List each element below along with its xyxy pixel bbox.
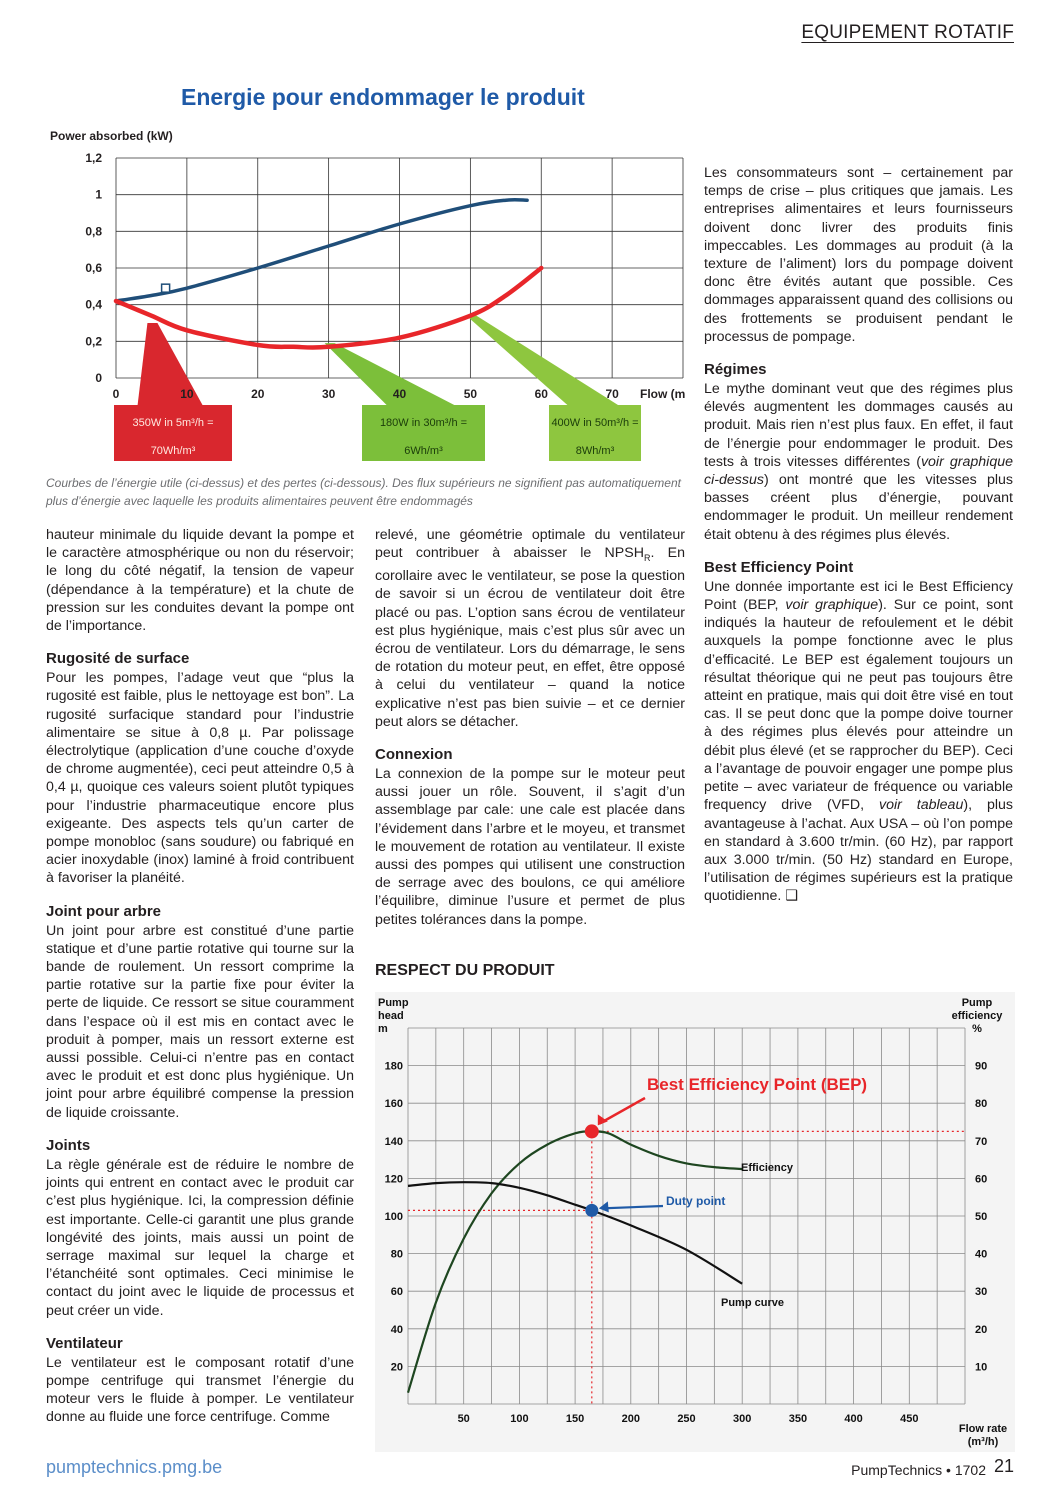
page-number: 21 [993,1456,1014,1476]
x-tick: 200 [621,1413,640,1425]
duty-point [585,1204,598,1217]
pump-curve-chart [375,992,1015,1452]
bep-point [585,1124,599,1138]
x-tick-label: 10 [180,387,194,401]
y-left-label: head [378,1010,404,1022]
paragraph-joints: La règle générale est de réduire le nombre de joints qui entrent en contact avec le produit car c’est plus hygiénique. Ici, la compression définie est importante. Celle-ci garantit une plus grande longévité des joints, mais aussi un point de serrage maximal sur lequel la charge et l’étanchéité sont optimales. Ceci minimise le contact du joint avec le liquide de processus et peut créer un vide. [46,1156,354,1319]
y-right-tick: 10 [975,1361,988,1374]
efficiency-series-label: Efficiency [741,1162,793,1174]
heading-connexion: Connexion [375,746,453,764]
paragraph-consommateurs: Les consommateurs sont – certainement par temps de crise – plus critiques que jamais. Les entreprises alimentaires et leurs fournisseurs doivent donc livrer des produits finis impeccables. Les dommages au produit (à la texture de l’aliment) lors du pompage doivent donc être évités autant que possible. Ces dommages apparaissent quand des collisions ou des frottements se produisent pendant le processus de pompage. [704,165,1013,345]
x-axis-label: Flow rate [958,1423,1008,1435]
y-tick-label: 1 [95,187,102,202]
paragraph-rugosite: Pour les pompes, l’adage veut que “plus la rugosité est faible, plus le nettoyage est bon”. La rugosité surfacique standard pour l’industrie alimentaire se situe à 0,8 µ. Par polissage électrolytique (application d’une couche d’oxyde de chrome augmentée), ceci peut atteindre 0,5 à 0,4 µ, quoique ces valeurs soient plutôt typiques pour l’industrie pharmaceutique encore plus exigeante. Des aspects tels qu’un carter de pompe monobloc (sans soudure) ou fabriqué en acier inoxydable (inox) laminé à froid contribuent à favoriser la planéité. [46,670,354,887]
x-tick: 300 [733,1413,752,1425]
y-right-tick: 40 [975,1248,988,1261]
y-right-label: Pump [961,997,993,1009]
heading-rugosite: Rugosité de surface [46,650,190,668]
x-tick-label: 40 [392,387,407,401]
article-title: Energie pour endommager le produit [181,84,585,110]
y-left-tick: 60 [390,1286,403,1299]
x-tick-label: 0 [112,387,120,401]
y-tick-label: 1,2 [85,151,102,165]
y-right-tick: 20 [975,1323,988,1336]
callout-line2: 6Wh/m³ [404,445,443,457]
paragraph-ventilateur: Le ventilateur est le composant rotatif d’une pompe centrifuge qui transmet l’énergie du moteur vers le fluide à pomper. Le ventilateur donne au fluide une force centrifuge. Comme [46,1354,354,1426]
x-tick-label: 20 [251,387,265,401]
pump-curve-series-label: Pump curve [721,1297,784,1309]
y-left-tick: 120 [384,1173,403,1186]
x-tick: 350 [788,1413,808,1425]
y-left-tick: 140 [384,1135,403,1148]
paragraph-intro: hauteur minimale du liquide devant la pompe et le caractère atmosphérique ou non du réservoir; le long du côté négatif, la tension de vapeur (dépendance à la température) et la chute de pression sur les conduites devant la pompe ont de l’importance. [46,527,354,635]
paragraph-regimes: Le mythe dominant veut que des régimes plus élevés augmentent les dommages causés au produit. Mais rien n’est plus faux. En effet, il faut de l’énergie pour endommager le produit. Des tests à trois vitesses différentes (voir graphique ci-dessus) ont montré que les vitesses plus basses créent plus d’énergie, pouvant endommager le produit. Un meilleur rendement était obtenu à des régimes plus élevés. [704,381,1013,543]
paragraph-bep: Une donnée importante est ici le Best Efficiency Point (BEP, voir graphique). Sur ce point, sont indiqués la hauteur de refoulement et le débit auxquels la pompe fonctionne avec le plus d’efficacité. Le BEP est également toujours un résultat théorique qui ne peut pas toujours être atteint en pratique, mais qui doit être visé en tout cas. Il se peut donc que la pompe doive tourner à des régimes plus élevés pour atteindre un débit plus élevé (et se rapprocher du BEP). Ceci a l’avantage de pouvoir engager une pompe plus petite – avec variateur de fréquence ou variable frequency drive (VFD, voir tableau), plus avantageuse à l’achat. Aux USA – où l’on pompe en standard à 3.600 tr/min. (60 Hz), par rapport aux 3.000 tr/min. (50 Hz) standard en Europe, l’utilisation de régimes supérieurs est la pratique quotidienne. ❑ [704,578,1013,905]
x-tick: 250 [677,1413,696,1425]
y-tick-label: 0,4 [85,297,102,312]
x-tick: 450 [900,1413,919,1425]
chart-background [375,992,1015,1452]
y-left-tick: 180 [384,1060,403,1073]
figure-caption: Courbes de l’énergie utile (ci-dessus) et des pertes (ci-dessous). Des flux supérieurs ne signifient pas automatiquement plus d’énergie avec laquelle les produits alimentaires peuvent être endommagés [46,476,681,508]
x-tick: 50 [457,1413,470,1425]
x-tick: 400 [844,1413,863,1425]
footer-magazine: PumpTechnics • 1702 [851,1462,986,1478]
y-left-label: Pump [378,997,409,1009]
y-right-label: % [972,1023,982,1035]
y-left-tick: 20 [390,1361,403,1374]
y-right-tick: 70 [975,1135,988,1148]
x-tick: 100 [510,1413,529,1425]
column-3 [704,164,1013,906]
y-axis-label: Power absorbed (kW) [50,129,173,143]
x-tick-label: 70 [605,387,619,401]
y-left-tick: 100 [384,1211,403,1223]
y-right-tick: 60 [975,1173,988,1186]
y-right-tick: 30 [975,1286,988,1299]
power-absorbed-chart [44,120,686,470]
heading-joints: Joints [46,1136,91,1154]
x-axis-label: Flow (m [640,387,686,401]
y-tick-label: 0 [95,371,102,385]
y-right-tick: 90 [975,1060,988,1073]
curve-marker [162,284,170,292]
heading-joint-arbre: Joint pour arbre [46,902,162,920]
x-tick-label: 50 [463,387,478,401]
paragraph-connexion: La connexion de la pompe sur le moteur peut aussi jouer un rôle. Souvent, il s’agit d’un assemblage par cale: une cale est placée dans l’évidement dans l’arbre et le moyeu, et transmet le mouvement de rotation au ventilateur. Il existe aussi des pompes qui utilisent une construction de serrage avec des boulons, ce qui améliore l’équilibre, diminue l’usure et permet de plus petites tolérances dans la pompe. [375,766,685,928]
paragraph-joint-arbre: Un joint pour arbre est constitué d’une partie statique et d’une partie rotative qui tourne sur la bande de roulement. Un ressort comprime la partie rotative sur la partie fixe pour éviter la perte de liquide. Ce ressort se situe couramment dans l’espace où il est mis en contact avec le produit à pomper, mais un ressort externe est aussi possible. Celui-ci n’entre pas en contact avec le produit et est donc plus hygiénique. Un joint pour arbre équilibré compense la pression de liquide croissante. [46,922,354,1121]
column-2 [375,526,685,929]
y-left-tick: 40 [390,1323,403,1336]
heading-ventilateur: Ventilateur [46,1334,123,1352]
y-left-tick: 160 [384,1098,403,1111]
x-tick: 150 [565,1413,585,1425]
heading-bep: Best Efficiency Point [704,558,854,576]
callout-line1: 180W in 30m³/h = [379,417,468,429]
column-1 [46,526,354,1427]
y-right-label: efficiency [951,1010,1003,1022]
callout-line2: 8Wh/m³ [575,445,615,457]
callout-line1: 350W in 5m³/h = [132,417,214,429]
paragraph-ventilateur-cont: relevé, une géométrie optimale du ventilateur peut contribuer à abaisser le $NPSH_R$. En corollaire avec le ventilateur, se pose la question de savoir si un écrou de ventilateur doit être placé ou pas. L’option sans écrou de ventilateur est plus hygiénique, mais c’est plus sûr avec un écrou de ventilateur. Lors du démarrage, le sens de rotation du moteur peut, en effet, être opposé à celui du ventilateur – quand la notice explicative n’est pas bien suivie – et ce dernier peut alors se détacher. [375,527,685,730]
x-tick-label: 60 [534,387,548,401]
bep-label: Best Efficiency Point (BEP) [647,1075,868,1094]
y-tick-label: 0,8 [85,224,102,239]
y-left-label: m [378,1023,388,1035]
y-tick-label: 0,2 [85,334,102,349]
heading-regimes: Régimes [704,361,767,379]
callout-line1: 400W in 50m³/h = [551,417,639,429]
y-right-tick: 50 [975,1211,988,1223]
x-axis-label: (m³/h) [967,1436,999,1448]
useful-energy-line [116,200,527,301]
figure-heading-respect: RESPECT DU PRODUIT [375,962,555,979]
callout-line2: 70Wh/m³ [150,445,196,457]
footer-url[interactable]: pumptechnics.pmg.be [46,1457,223,1477]
callout-pointer [325,343,455,405]
y-left-tick: 80 [390,1248,403,1261]
y-tick-label: 0,6 [85,261,102,275]
section-tag: EQUIPEMENT ROTATIF [801,22,1014,43]
duty-point-label: Duty point [666,1194,726,1208]
y-right-tick: 80 [975,1098,988,1111]
x-tick-label: 30 [321,387,336,401]
